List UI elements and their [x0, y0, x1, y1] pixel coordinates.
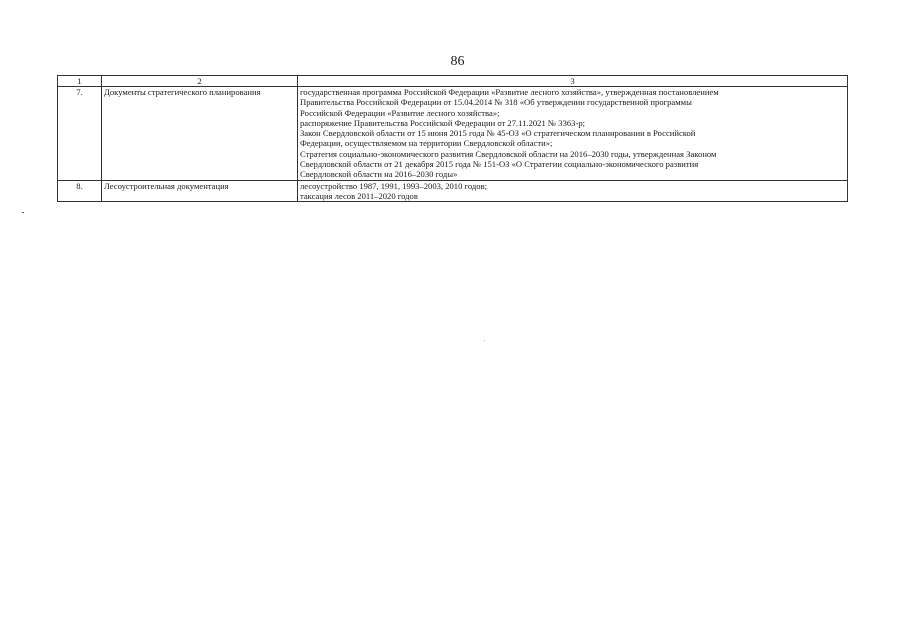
scan-speck [484, 340, 485, 341]
content-line: Свердловской области от 21 декабря 2015 года № 151-ОЗ «О Стратегии социально-экономического развития [300, 159, 699, 170]
content-line: государственная программа Российской Федерации «Развитие лесного хозяйства», утвержденная постановлением [300, 87, 719, 97]
content-line: распоряжение Правительства Российской Федерации от 27.11.2021 № 3363-р; [300, 117, 586, 128]
table-header-row [58, 76, 848, 87]
content-line: Закон Свердловской области от 15 июня 2015 года № 45-ОЗ «О стратегическом планировании в Российской [300, 128, 696, 139]
column-header-2: 2 [102, 76, 298, 87]
content-line: Правительства Российской Федерации от 15.04.2014 № 318 «Об утверждении государственной программы [300, 97, 692, 108]
scan-speck [22, 212, 24, 213]
row-name: Лесоустроительная документация [102, 180, 298, 202]
table-row [58, 180, 848, 202]
row-number: 8. [58, 180, 102, 202]
row-name: Документы стратегического планирования [102, 87, 298, 181]
table-row [58, 87, 848, 181]
content-line: Свердловской области на 2016–2030 годы» [300, 169, 458, 180]
content-line: лесоустройство 1987, 1991, 1993–2003, 2010 годов; [300, 180, 488, 191]
document-table [57, 75, 848, 202]
content-line: таксация лесов 2011–2020 годов [300, 190, 418, 201]
row-number: 7. [58, 87, 102, 181]
content-line: Федерации, осуществляемом на территории Свердловской области»; [300, 138, 553, 149]
column-header-1: 1 [58, 76, 102, 87]
column-header-3: 3 [298, 76, 848, 87]
content-line: Стратегия социально-экономического развития Свердловской области на 2016–2030 годы, утвержденная Законом [300, 148, 717, 159]
row-content [298, 180, 848, 202]
page-number: 86 [450, 54, 465, 69]
content-line: Российской Федерации «Развитие лесного хозяйства»; [300, 107, 500, 118]
row-content [298, 87, 848, 181]
